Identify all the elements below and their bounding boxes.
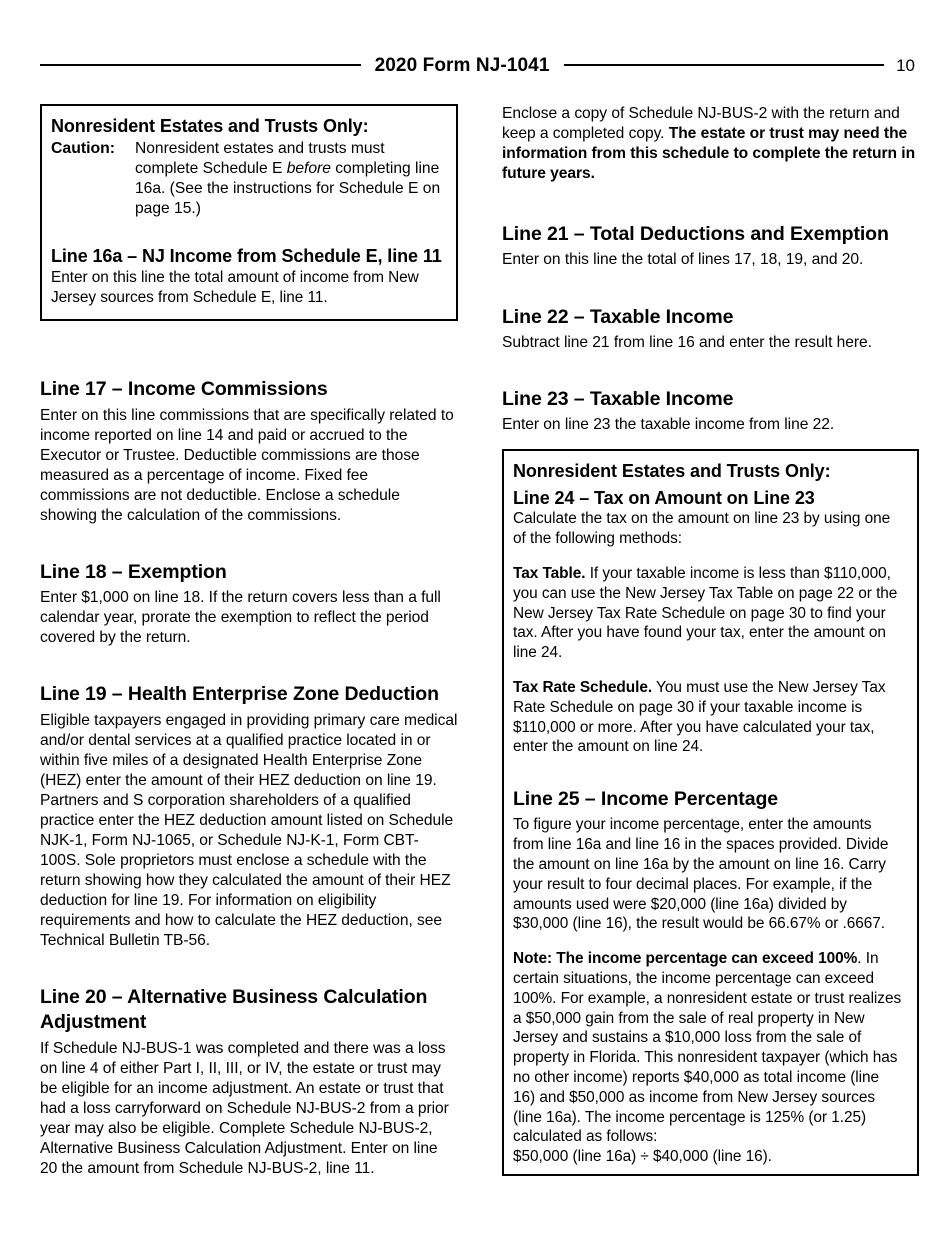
line-20-heading: Line 20 – Alternative Business Calculation Adjustment (40, 986, 428, 1034)
caution-row (51, 139, 444, 219)
intro-plain-text: Enclose a copy of Schedule NJ-BUS-2 with the return and keep a completed copy. (502, 105, 900, 143)
page-title: 2020 Form NJ-1041 (374, 54, 550, 76)
caution-text-pre: Nonresident estates and trusts must complete Schedule E (135, 139, 385, 177)
section-line-17 (40, 377, 458, 526)
spacer (40, 321, 458, 377)
intro-paragraph (502, 104, 919, 184)
section-line-22 (502, 305, 919, 353)
spacer (502, 184, 919, 222)
note-body: . In certain situations, the income percentage can exceed 100%. For example, a nonresident estate or trust realizes a $50,000 gain from the sale of real property in New Jersey and sustains a $10,000 loss from the sale of property in Florida. This nonresident taxpayer (which has no other income) reports $40,000 as total income (line 16) and $50,000 as income from New Jersey sources (line 16a). The income percentage is 125% (or 1.25) calculated as follows: (513, 950, 902, 1146)
caution-label: Caution: (51, 139, 116, 157)
tax-rate-schedule-paragraph (513, 678, 905, 757)
line-24-heading: Line 24 – Tax on Amount on Line 23 (513, 487, 815, 508)
line-22-body: Subtract line 21 from line 16 and enter the result here. (502, 333, 872, 351)
tax-rate-body: You must use the New Jersey Tax Rate Schedule on page 30 if your taxable income is $110,000 or more. After you have calculated your tax, enter the amount on line 24. (513, 678, 886, 756)
line-20-body: If Schedule NJ-BUS-1 was completed and there was a loss on line 4 of either Part I, II, III, or IV, the estate or trust may be eligible for an income adjustment. An estate or trust that had a loss carryforward on Schedule NJ-BUS-2 from a prior year may also be eligible. Complete Schedule NJ-BUS-2, Alternative Business Calculation Adjustment. Enter on line 20 the amount from Schedule NJ-BUS-2, line 11. (40, 1039, 449, 1177)
header-rule-right (564, 64, 885, 66)
line-16a-heading: Line 16a – NJ Income from Schedule E, line 11 (51, 246, 442, 267)
caution-text-post: completing line 16a. (See the instructions for Schedule E on page 15.) (135, 159, 441, 217)
line-23-heading: Line 23 – Taxable Income (502, 387, 734, 410)
spacer (40, 951, 458, 985)
tax-rate-label: Tax Rate Schedule. (513, 678, 653, 696)
line-25-body: To figure your income percentage, enter the amounts from line 16a and line 16 in the spaces provided. Divide the amount on line 16a by the amount on line 16. Carry your result to four decimal places. For example, if the amounts used were $20,000 (line 16a) divided by $30,000 (line 16), the result would be 66.67% or .6667. (513, 816, 889, 933)
line-25-heading: Line 25 – Income Percentage (513, 788, 778, 811)
section-line-19 (40, 682, 458, 951)
note-formula: $50,000 (line 16a) ÷ $40,000 (line 16). (513, 1148, 772, 1166)
page-number: 10 (896, 55, 915, 75)
right-column (502, 104, 919, 435)
callout-title-right: Nonresident Estates and Trusts Only: (513, 461, 831, 481)
callout-title-left: Nonresident Estates and Trusts Only: (51, 116, 369, 136)
spacer (51, 219, 444, 245)
tax-table-body: If your taxable income is less than $110,000, you can use the New Jersey Tax Table on page 22 or the New Jersey Tax Rate Schedule on page 30 to find your tax. After you have found your tax, enter the amount on line 24. (513, 564, 898, 662)
line-19-body: Eligible taxpayers engaged in providing primary care medical and/or dental services at a qualified practice located in or within five miles of a designated Health Enterprise Zone (HEZ) enter the amount of their HEZ deduction on line 19. Partners and S corporation shareholders of a qualified practice enter the HEZ deduction amount listed on Schedule NJK-1, Form NJ-1065, or Schedule NJ-K-1, Form CBT-100S. Sole proprietors must enclose a schedule with the return showing how they calculated the amount of their HEZ deduction for line 19. For information on eligibility requirements and how to calculate the HEZ deduction, see Technical Bulletin TB-56. (40, 711, 458, 950)
line-19-heading: Line 19 – Health Enterprise Zone Deduction (40, 683, 439, 706)
spacer (513, 757, 905, 787)
caution-text-emphasis: before (286, 159, 331, 177)
line-23-body: Enter on line 23 the taxable income from line 22. (502, 416, 835, 434)
nonresident-callout-box-right (502, 449, 919, 1176)
caution-text (135, 139, 444, 219)
section-line-23 (502, 387, 919, 435)
line-17-body: Enter on this line commissions that are specifically related to income reported on line 14 and paid or accrued to the Executor or Trustee. Deductible commissions are those measured as a percentage of income. Fixed fee commissions are not deductible. Enclose a schedule showing the calculation of the commissions. (40, 406, 454, 524)
section-line-20 (40, 985, 458, 1179)
line-22-heading: Line 22 – Taxable Income (502, 305, 734, 328)
line-24-body: Calculate the tax on the amount on line 23 by using one of the following methods: (513, 510, 891, 548)
line-21-heading: Line 21 – Total Deductions and Exemption (502, 223, 889, 246)
tax-table-paragraph (513, 564, 905, 663)
spacer (502, 271, 919, 305)
note-paragraph (513, 949, 905, 1147)
left-column (40, 104, 458, 1179)
line-18-heading: Line 18 – Exemption (40, 560, 227, 583)
spacer (40, 526, 458, 560)
spacer (502, 353, 919, 387)
line-18-body: Enter $1,000 on line 18. If the return covers less than a full calendar year, prorate the exemption to reflect the period covered by the return. (40, 589, 441, 647)
section-line-18 (40, 560, 458, 648)
note-label: Note: The income percentage can exceed 100% (513, 950, 858, 968)
line-17-heading: Line 17 – Income Commissions (40, 378, 328, 401)
header-rule-left (40, 64, 361, 66)
page-header (40, 50, 915, 80)
line-16a-body: Enter on this line the total amount of income from New Jersey sources from Schedule E, line 11. (51, 268, 419, 306)
line-21-body: Enter on this line the total of lines 17, 18, 19, and 20. (502, 251, 864, 269)
tax-table-label: Tax Table. (513, 564, 586, 582)
spacer (40, 648, 458, 682)
nonresident-callout-box-left (40, 104, 458, 321)
intro-bold-text: The estate or trust may need the information from this schedule to complete the return in future years. (502, 125, 916, 183)
section-line-21 (502, 222, 919, 270)
